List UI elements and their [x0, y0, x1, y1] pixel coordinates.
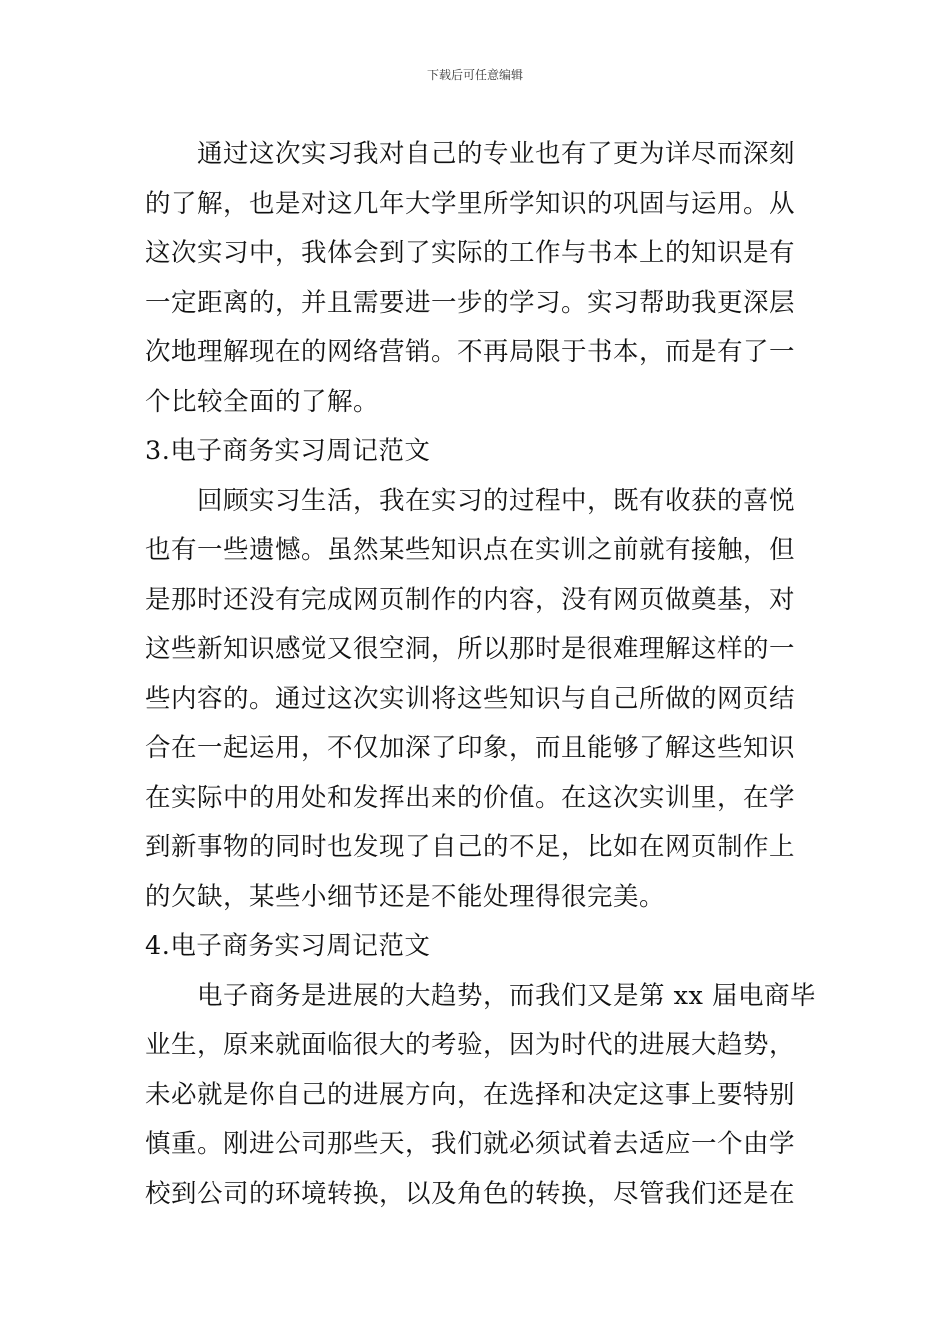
- text-line: 这些新知识感觉又很空洞，所以那时是很难理解这样的一: [145, 634, 796, 664]
- text-line: 一定距离的，并且需要进一步的学习。实习帮助我更深层: [145, 287, 796, 318]
- text-line: 慎重。刚进公司那些天，我们就必须试着去适应一个由学: [145, 1129, 796, 1159]
- section-heading: 3.电子商务实习周记范文: [145, 436, 431, 466]
- page-header: 下载后可任意编辑: [426, 68, 523, 82]
- text-line: 回顾实习生活，我在实习的过程中，既有收获的喜悦: [197, 485, 796, 516]
- text-line: 业生，原来就面临很大的考验，因为时代的进展大趋势，: [145, 1030, 796, 1060]
- section-heading: 4.电子商务实习周记范文: [145, 931, 431, 961]
- text-line: 到新事物的同时也发现了自己的不足，比如在网页制作上: [145, 832, 796, 862]
- text-line: 合在一起运用，不仅加深了印象，而且能够了解这些知识: [145, 733, 796, 763]
- text-line: 电子商务是进展的大趋势，而我们又是第 xx 届电商毕: [197, 980, 816, 1011]
- text-line: 校到公司的环境转换，以及角色的转换，尽管我们还是在: [145, 1178, 796, 1209]
- text-line: 这次实习中，我体会到了实际的工作与书本上的知识是有: [145, 238, 796, 268]
- text-line: 在实际中的用处和发挥出来的价值。在这次实训里，在学: [145, 782, 796, 813]
- text-line: 些内容的。通过这次实训将这些知识与自己所做的网页结: [145, 683, 796, 714]
- text-line: 是那时还没有完成网页制作的内容，没有网页做奠基，对: [145, 584, 796, 615]
- text-line: 的欠缺，某些小细节还是不能处理得很完美。: [145, 881, 666, 912]
- text-line: 未必就是你自己的进展方向，在选择和决定这事上要特别: [145, 1079, 796, 1110]
- text-line: 次地理解现在的网络营销。不再局限于书本，而是有了一: [145, 337, 796, 367]
- document-body: [145, 130, 816, 1219]
- text-line: 也有一些遗憾。虽然某些知识点在实训之前就有接触，但: [145, 535, 796, 565]
- text-line: 个比较全面的了解。: [145, 386, 380, 417]
- text-line: 的了解，也是对这几年大学里所学知识的巩固与运用。从: [145, 188, 796, 219]
- text-line: 通过这次实习我对自己的专业也有了更为详尽而深刻: [197, 139, 796, 169]
